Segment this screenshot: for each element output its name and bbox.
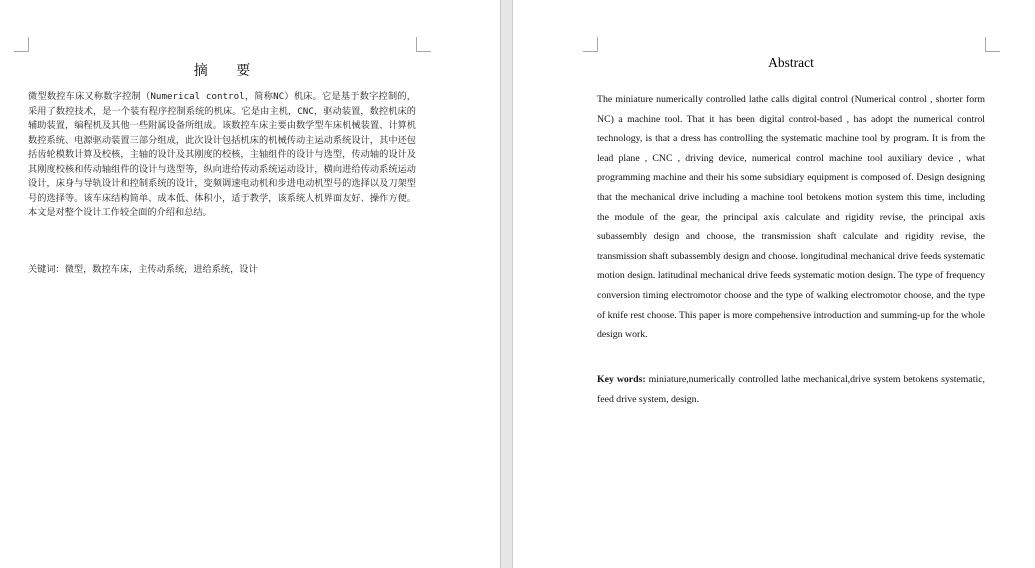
page-corner-mark [583, 37, 598, 52]
keywords-label: Key words: [597, 374, 646, 385]
page-corner-mark [14, 37, 29, 52]
chinese-keywords[interactable]: 关键词：微型，数控车床，主传动系统，进给系统，设计 [28, 264, 258, 275]
english-keywords[interactable] [597, 370, 985, 410]
document-page-right [513, 0, 1035, 568]
chinese-abstract-title: 摘 要 [193, 63, 263, 79]
chinese-abstract-body[interactable]: 微型数控车床又称数字控制（Numerical control，简称NC）机床。它是基于数字控制的，采用了数控技术，是一个装有程序控制系统的机床。它是由主机，CNC，驱动装置，数控机床的辅助装置，编程机及其他一些附属设备所组成。该数控车床主要由数学型车床机械装置、计算机数控系统、电源驱动装置三部分组成，此次设计包括机床的机械传动主运动系统设计，其中还包括齿轮模数计算及校核，主轴的设计及其刚度的校核，主轴组件的设计与选型，传动轴的设计及其刚度校核和传动轴组件的设计与选型等，纵向进给传动系统运动设计，横向进给传动系统运动设计，床身与导轨设计和控制系统的设计，变频调速电动机和步进电动机型号的选择以及刀架型号的选择等。该车床结构简单、成本低、体积小，适于教学，该系统人机界面友好、操作方便。本文是对整个设计工作较全面的介绍和总结。 [28, 91, 416, 218]
keywords-text: miniature,numerically controlled lathe mechanical,drive system betokens systematic, feed drive system, design. [597, 374, 985, 405]
document-page-left [0, 0, 500, 568]
page-corner-mark [985, 37, 1000, 52]
page-corner-mark [416, 37, 431, 52]
english-abstract-body[interactable]: The miniature numerically controlled lathe calls digital control (Numerical control , shorter form NC) a machine tool. That it has been digital control-based , has adopt the numerical control technology, is that a dress has controlling the systematic machine tool by program. It is from the lead plane , CNC , driving device, numerical control machine tool auxiliary device , what programming machine and their his some subsidiary equipment is composed of. Design designing that the mechanical drive including a machine tool betokens motion system this time, including the module of the gear, the principal axis calculate and rigidity revise, the principal axis subassembly design and choose, the transmission shaft calculate and rigidity revise, the transmission shaft subassembly design and choose. longitudinal mechanical drive feeds systematic motion design. latitudinal mechanical drive feeds systematic motion design. The type of frequency conversion timing electromotor choose and the type of walking electromotor choose, and the type of knife rest choose. This paper is more compehensive introduction and summing-up for the whole design work. [597, 94, 985, 341]
page-gap [500, 0, 513, 568]
english-abstract-title: Abstract [768, 55, 814, 70]
